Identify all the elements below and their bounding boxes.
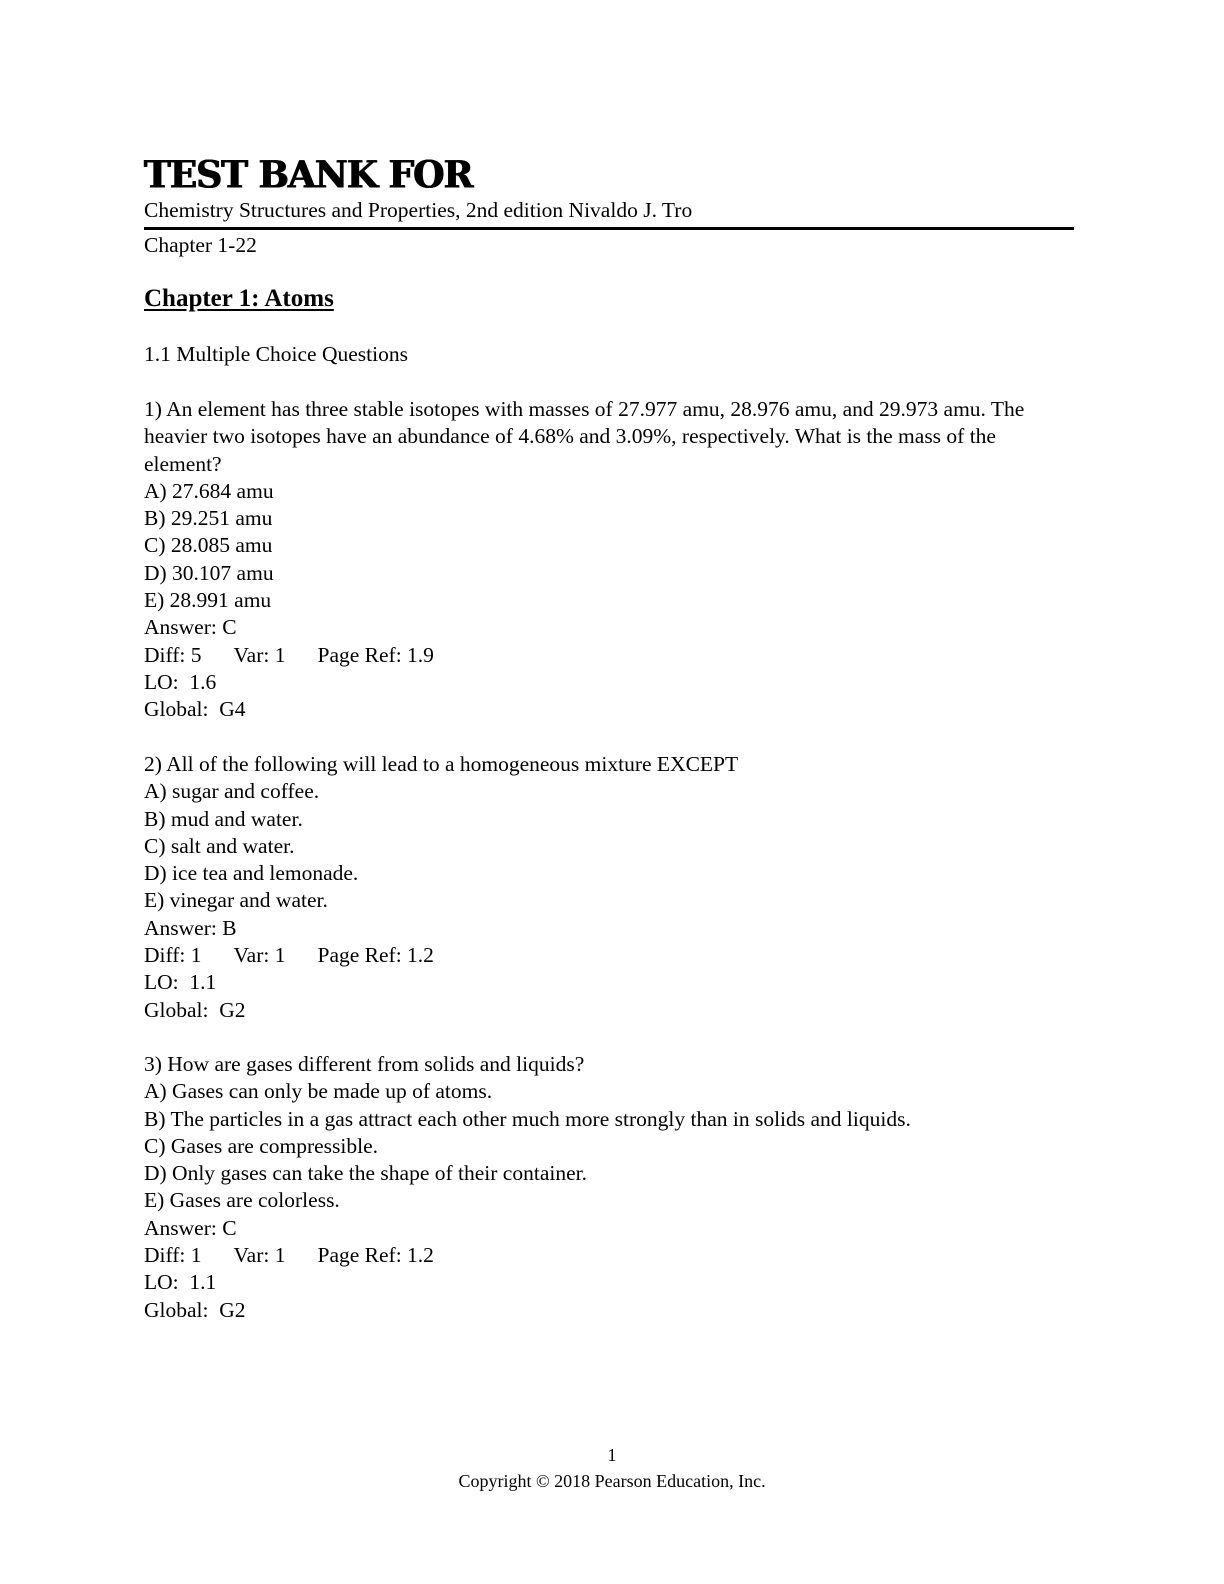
learning-objective: LO: 1.1 (144, 1270, 217, 1295)
difficulty: Diff: 1 (144, 943, 202, 968)
global-outcome: Global: G4 (144, 697, 246, 722)
page-ref: Page Ref: 1.2 (317, 1243, 434, 1268)
option-e: E) Gases are colorless. (144, 1188, 340, 1213)
option-b: B) The particles in a gas attract each other much more strongly than in solids and liquids. (144, 1106, 911, 1131)
option-a: A) 27.684 amu (144, 478, 274, 503)
global-outcome: Global: G2 (144, 997, 246, 1022)
variant: Var: 1 (233, 1243, 286, 1268)
question-metadata (144, 642, 1074, 669)
option-c: C) 28.085 amu (144, 533, 273, 558)
page-ref: Page Ref: 1.9 (317, 642, 434, 667)
question-2 (144, 751, 1074, 1024)
copyright-notice: Copyright © 2018 Pearson Education, Inc. (458, 1471, 766, 1491)
chapter-heading: Chapter 1: Atoms (144, 285, 334, 312)
section-heading: 1.1 Multiple Choice Questions (144, 342, 408, 366)
question-stem: 1) An element has three stable isotopes with masses of 27.977 amu, 28.976 amu, and 29.973 amu. The heavier two isotopes have an abundance of 4.68% and 3.09%, respectively. What is the mass of the element? (144, 397, 1025, 476)
question-1 (144, 396, 1074, 724)
option-b: B) mud and water. (144, 806, 303, 831)
difficulty: Diff: 1 (144, 1243, 202, 1268)
page-number: 1 (607, 1445, 617, 1465)
learning-objective: LO: 1.1 (144, 970, 217, 995)
global-outcome: Global: G2 (144, 1297, 246, 1322)
chapter-range: Chapter 1-22 (144, 233, 257, 257)
learning-objective: LO: 1.6 (144, 669, 217, 694)
question-metadata (144, 942, 1074, 969)
document-header (144, 152, 1074, 258)
option-e: E) vinegar and water. (144, 888, 328, 913)
document-title: TEST BANK FOR (144, 153, 473, 198)
question-stem: 3) How are gases different from solids and liquids? (144, 1052, 585, 1076)
option-c: C) salt and water. (144, 833, 295, 858)
option-c: C) Gases are compressible. (144, 1133, 379, 1158)
page-ref: Page Ref: 1.2 (317, 943, 434, 968)
option-d: D) ice tea and lemonade. (144, 861, 359, 886)
option-e: E) 28.991 amu (144, 588, 272, 613)
question-3 (144, 1051, 1074, 1324)
book-subtitle: Chemistry Structures and Properties, 2nd edition Nivaldo J. Tro (144, 197, 1074, 230)
answer: Answer: B (144, 915, 237, 940)
option-b: B) 29.251 amu (144, 506, 273, 531)
answer: Answer: C (144, 615, 237, 640)
question-stem: 2) All of the following will lead to a homogeneous mixture EXCEPT (144, 752, 739, 776)
variant: Var: 1 (233, 943, 286, 968)
option-d: D) 30.107 amu (144, 560, 274, 585)
difficulty: Diff: 5 (144, 642, 202, 667)
option-a: A) Gases can only be made up of atoms. (144, 1079, 493, 1104)
question-metadata (144, 1242, 1074, 1269)
variant: Var: 1 (233, 642, 286, 667)
answer: Answer: C (144, 1215, 237, 1240)
option-d: D) Only gases can take the shape of their container. (144, 1161, 587, 1186)
option-a: A) sugar and coffee. (144, 779, 320, 804)
